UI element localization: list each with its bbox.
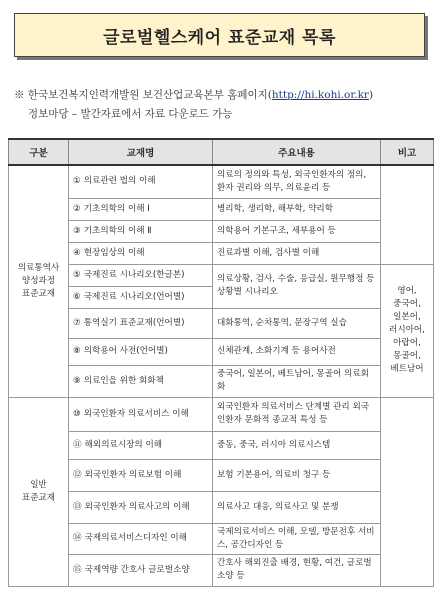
category-interpreter-label: 의료통역사 양성과정 표준교재 [17,262,60,299]
textbook-content: 의학용어 기본구조, 세부용어 등 [213,220,381,242]
textbook-name: ① 의료관련 법의 이해 [69,165,213,198]
table-row [9,431,434,459]
language-remark: 영어, 중국어, 일본어, 러시아어, 아랍어, 몽골어, 베트남어 [381,264,434,397]
category-general-label: 일반 표준교재 [21,479,56,503]
download-note [14,86,434,124]
textbook-content: 대화통역, 순차통역, 문장구역 실습 [213,308,381,338]
textbook-content: 신체관계, 소화기계 등 용어사전 [213,338,381,365]
table-row [9,220,434,242]
table-row [9,198,434,220]
textbook-name: ② 기초의학의 이해 Ⅰ [69,198,213,220]
remark-empty-bottom [381,397,434,586]
textbook-name: ⑩ 외국인환자 의료서비스 이해 [69,397,213,431]
textbook-name: ⑪ 해외의료시장의 이해 [69,431,213,459]
textbook-name: ⑥ 국제진료 시나리오(언어별) [69,286,213,308]
table-row [9,365,434,397]
textbook-content: 간호사 해외진출 배경, 현황, 여건, 글로벌 소양 등 [213,554,381,586]
textbook-table [8,138,434,587]
header-remark: 비고 [381,139,434,165]
textbook-content: 중동, 중국, 러시아 의료시스템 [213,431,381,459]
table-row [9,308,434,338]
textbook-content: 외국인환자 의료서비스 단계별 관리 외국인환자 문화적 종교적 특성 등 [213,397,381,431]
textbook-content: 진료과별 이해, 검사별 이해 [213,242,381,264]
table-row [9,459,434,491]
remark-empty-top [381,165,434,264]
textbook-content: 보험 기본용어, 의료비 청구 등 [213,459,381,491]
textbook-name: ⑨ 의료인을 위한 회화책 [69,365,213,397]
textbook-name: ⑭ 국제의료서비스디자인 이해 [69,523,213,554]
homepage-link[interactable]: http://hi.kohi.or.kr [271,89,369,101]
table-row [9,397,434,431]
table-row [9,165,434,198]
textbook-content: 의료의 정의와 특성, 외국인환자의 정의, 환자 권리와 의무, 의료윤리 등 [213,165,381,198]
textbook-name: ⑤ 국제진료 시나리오(한글본) [69,264,213,286]
note-line1-suffix: ) [368,89,374,101]
note-bullet: ※ [14,89,25,101]
table-row [9,338,434,365]
textbook-name: ③ 기초의학의 이해 Ⅱ [69,220,213,242]
textbook-name: ④ 현장임상의 이해 [69,242,213,264]
note-line1-prefix: 한국보건복지인력개발원 보건산업교육본부 홈페이지( [27,89,272,101]
note-line2: 정보마당 – 발간자료에서 자료 다운로드 가능 [28,108,233,120]
header-textbook: 교재명 [69,139,213,165]
textbook-content: 병리학, 생리학, 해부학, 약리학 [213,198,381,220]
textbook-name: ⑧ 의학용어 사전(언어별) [69,338,213,365]
textbook-content: 의료상황, 검사, 수술, 응급실, 원무행정 등 상황별 시나리오 [213,264,381,308]
textbook-content: 국제의료서비스 이해, 모델, 방문전후 서비스, 공간디자인 등 [213,523,381,554]
table-row [9,523,434,554]
table-row [9,242,434,264]
table-row [9,491,434,523]
table-header-row [9,139,434,165]
table-row [9,264,434,286]
textbook-name: ⑬ 외국인환자 의료사고의 이해 [69,491,213,523]
page-title: 글로벌헬스케어 표준교재 목록 [103,27,336,48]
title-box [14,13,425,57]
category-general [9,397,69,586]
header-category: 구분 [9,139,69,165]
textbook-name: ⑦ 통역실기 표준교재(언어별) [69,308,213,338]
header-content: 주요내용 [213,139,381,165]
textbook-content: 의료사고 대응, 의료사고 및 분쟁 [213,491,381,523]
category-interpreter [9,165,69,397]
textbook-name: ⑫ 외국인환자 의료보험 이해 [69,459,213,491]
table-row [9,554,434,586]
textbook-content: 중국어, 일본어, 베트남어, 몽골어 의료회화 [213,365,381,397]
textbook-name: ⑮ 국제역량 간호사 글로벌소양 [69,554,213,586]
